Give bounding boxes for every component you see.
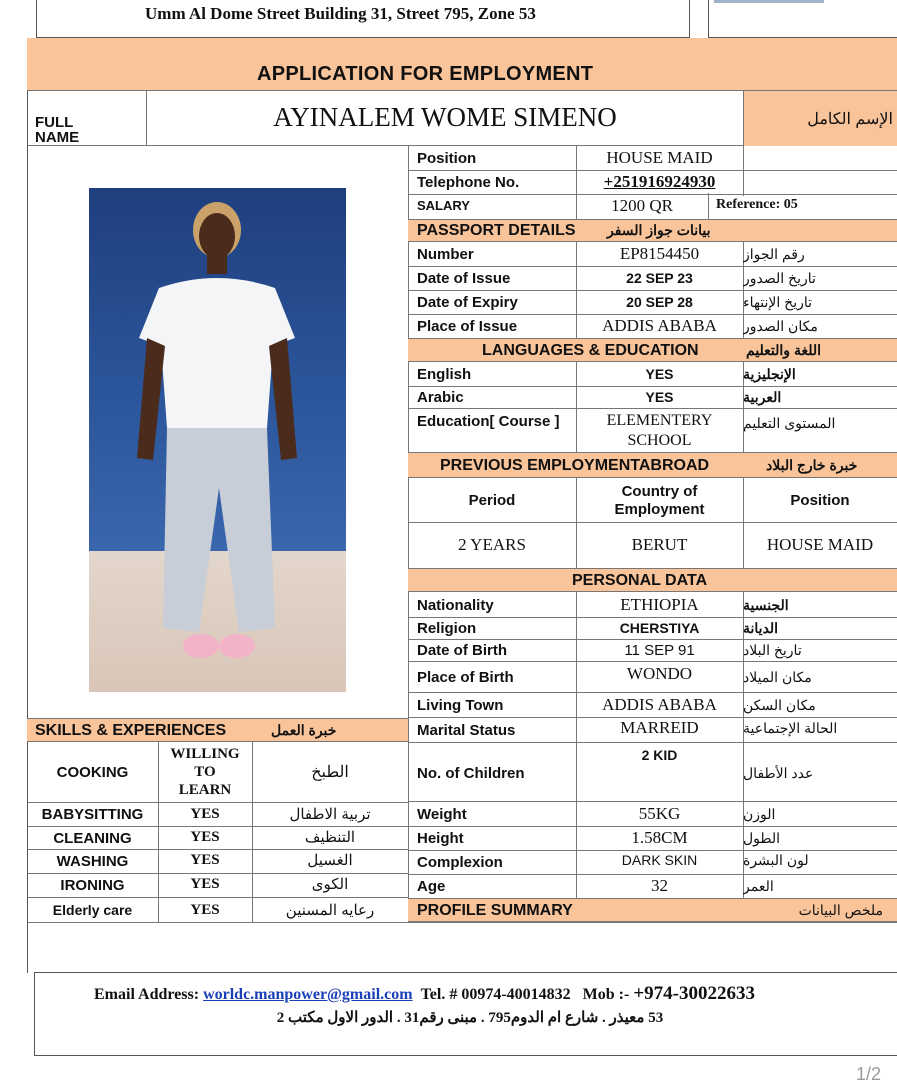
english-ar: الإنجليزية: [743, 365, 796, 382]
full-name-label: FULL NAME: [35, 114, 80, 146]
col3-divider-top: [743, 146, 744, 196]
issue-date-value: 22 SEP 23: [626, 270, 693, 286]
issue-date-label: Date of Issue: [417, 269, 511, 287]
skill-washing-value: YES: [190, 851, 220, 868]
arabic-value: YES: [645, 389, 674, 405]
english-value: YES: [645, 366, 674, 382]
skills-title-ar: خبرة العمل: [271, 722, 337, 738]
email-link[interactable]: worldc.manpower@gmail.com: [203, 986, 413, 1003]
skills-header: [27, 718, 408, 742]
prev-country-value: BERUT: [631, 535, 688, 554]
complexion-label: Complexion: [417, 853, 503, 871]
name-divider: [146, 90, 147, 146]
prev-period-value: 2 YEARS: [458, 535, 526, 554]
marital-ar: الحالة الإجتماعية: [743, 719, 838, 736]
marital-value: MARREID: [620, 718, 699, 737]
place-of-issue-value: ADDIS ABABA: [602, 316, 717, 335]
dob-label: Date of Birth: [417, 641, 507, 659]
person-figure: [89, 188, 346, 692]
languages-title-ar: اللغة والتعليم: [746, 342, 822, 358]
title-bar: [27, 38, 897, 90]
arabic-label: Arabic: [417, 388, 464, 406]
row-line: [408, 408, 897, 409]
footer-contact-line: [94, 983, 755, 1005]
skill-cleaning-ar: التنظيف: [304, 829, 356, 846]
skill-ironing-label: IRONING: [60, 876, 125, 894]
english-label: English: [417, 365, 472, 383]
footer-arabic-address: 53 معيذر . شارع ام الدوم795 . مبنى رقم31 . الدور الاول مكتب 2: [276, 1010, 664, 1026]
pob-label: Place of Birth: [417, 668, 514, 686]
profile-title: PROFILE SUMMARY: [417, 902, 573, 919]
salary-value: 1200 QR: [611, 196, 673, 215]
mob-number: +974-30022633: [633, 983, 755, 1004]
page-indicator: 1/2: [856, 1064, 882, 1080]
height-label: Height: [417, 829, 464, 847]
pob-value: WONDO: [626, 664, 693, 683]
weight-value: 55KG: [638, 804, 681, 823]
skill-cleaning-value: YES: [190, 828, 220, 845]
nationality-ar: الجنسية: [743, 596, 789, 613]
personal-title: PERSONAL DATA: [572, 572, 708, 589]
expiry-date-ar: تاريخ الإنتهاء: [743, 293, 813, 310]
passport-title: PASSPORT DETAILS: [417, 222, 576, 239]
skills-bottom-line: [27, 922, 897, 923]
place-of-issue-ar: مكان الصدور: [743, 317, 818, 334]
address-box: [36, 0, 690, 38]
salary-label: SALARY: [417, 197, 470, 213]
prev-country-header: Country of Employment: [614, 483, 705, 518]
religion-ar: الديانة: [743, 619, 779, 636]
passport-header: [408, 219, 897, 242]
skill-babysitting-value: YES: [190, 805, 220, 822]
living-town-value: ADDIS ABABA: [602, 695, 717, 714]
education-ar: المستوى التعليم: [743, 414, 836, 431]
skill-elderly-ar: رعايه المسنين: [285, 902, 375, 919]
marital-label: Marital Status: [417, 721, 516, 739]
children-label: No. of Children: [417, 764, 525, 782]
passport-number-label: Number: [417, 245, 474, 263]
profile-title-ar: ملخص البيانات: [798, 902, 883, 918]
passport-number-ar: رقم الجواز: [743, 245, 805, 262]
skill-ironing-ar: الكوى: [311, 876, 349, 893]
age-label: Age: [417, 877, 446, 895]
pob-ar: مكان الميلاد: [743, 668, 812, 685]
living-town-label: Living Town: [417, 696, 504, 714]
skill-cooking-value: WILLING TO LEARN: [170, 746, 240, 798]
expiry-date-value: 20 SEP 28: [626, 294, 693, 310]
height-value: 1.58CM: [631, 828, 688, 847]
skill-ironing-value: YES: [190, 875, 220, 892]
header-right-box: [708, 0, 897, 38]
prev-period-header: Period: [468, 491, 516, 509]
passport-title-ar: بيانات جواز السفر: [607, 222, 711, 238]
prev-position-value: HOUSE MAID: [766, 535, 874, 554]
skill-elderly-label: Elderly care: [52, 902, 133, 918]
age-ar: العمر: [743, 877, 774, 894]
issue-date-ar: تاريخ الصدور: [743, 269, 816, 286]
previous-header: [408, 452, 897, 478]
full-name-value: AYINALEM WOME SIMENO: [273, 102, 617, 132]
weight-label: Weight: [417, 805, 467, 823]
skill-cooking-ar: الطبخ: [311, 764, 349, 781]
skill-elderly-value: YES: [190, 901, 220, 918]
name-row: [27, 90, 897, 146]
nationality-value: ETHIOPIA: [620, 595, 699, 614]
email-label: Email Address:: [94, 986, 200, 1003]
education-value: ELEMENTERY SCHOOL: [606, 412, 713, 449]
education-label: Education[ Course ]: [417, 412, 560, 430]
full-name-arabic: الإسم الكامل: [807, 111, 893, 128]
skill-babysitting-label: BABYSITTING: [41, 805, 144, 823]
personal-header: [408, 568, 897, 592]
skill-washing-label: WASHING: [56, 852, 129, 870]
previous-title: PREVIOUS EMPLOYMENTABROAD: [440, 457, 710, 474]
dob-ar: تاريخ البلاد: [743, 641, 802, 658]
arabic-ar: العربية: [743, 388, 782, 405]
tel-number: Tel. # 00974-40014832: [420, 986, 571, 1003]
place-of-issue-label: Place of Issue: [417, 317, 518, 335]
position-label: Position: [417, 149, 477, 167]
skill-cleaning-label: CLEANING: [53, 829, 132, 847]
languages-header: [408, 338, 897, 362]
telephone-label: Telephone No.: [417, 173, 520, 191]
living-town-ar: مكان السكن: [743, 696, 816, 713]
header-right-accent: [714, 0, 824, 3]
row-line: [408, 742, 897, 743]
position-value: HOUSE MAID: [606, 148, 713, 167]
languages-title: LANGUAGES & EDUCATION: [482, 342, 699, 359]
mob-label: Mob :-: [582, 986, 630, 1003]
religion-label: Religion: [417, 619, 477, 637]
nationality-label: Nationality: [417, 596, 494, 614]
age-value: 32: [651, 876, 668, 895]
weight-ar: الوزن: [743, 805, 776, 822]
children-value: 2 KID: [641, 747, 678, 763]
prev-position-header: Position: [790, 491, 850, 509]
skills-title: SKILLS & EXPERIENCES: [35, 722, 227, 739]
dob-value: 11 SEP 91: [624, 641, 695, 659]
height-ar: الطول: [743, 829, 781, 846]
previous-title-ar: خبرة خارج البلاد: [766, 457, 858, 473]
skill-babysitting-ar: تربية الاطفال: [289, 806, 371, 823]
reference-number: Reference: 05: [716, 197, 798, 212]
profile-summary-bar: [408, 898, 897, 922]
passport-number-value: EP8154450: [619, 244, 700, 263]
complexion-value: DARK SKIN: [621, 852, 698, 868]
children-ar: عدد الأطفال: [743, 764, 814, 781]
address-text: Umm Al Dome Street Building 31, Street 795, Zone 53: [145, 4, 536, 23]
page-title: APPLICATION FOR EMPLOYMENT: [257, 63, 594, 85]
telephone-value[interactable]: +251916924930: [603, 172, 716, 191]
complexion-ar: لون البشرة: [743, 851, 809, 868]
religion-value: CHERSTIYA: [619, 620, 700, 636]
expiry-date-label: Date of Expiry: [417, 293, 518, 311]
applicant-photo: [89, 188, 346, 692]
skill-cooking-label: COOKING: [56, 763, 129, 781]
skill-washing-ar: الغسيل: [307, 852, 353, 869]
